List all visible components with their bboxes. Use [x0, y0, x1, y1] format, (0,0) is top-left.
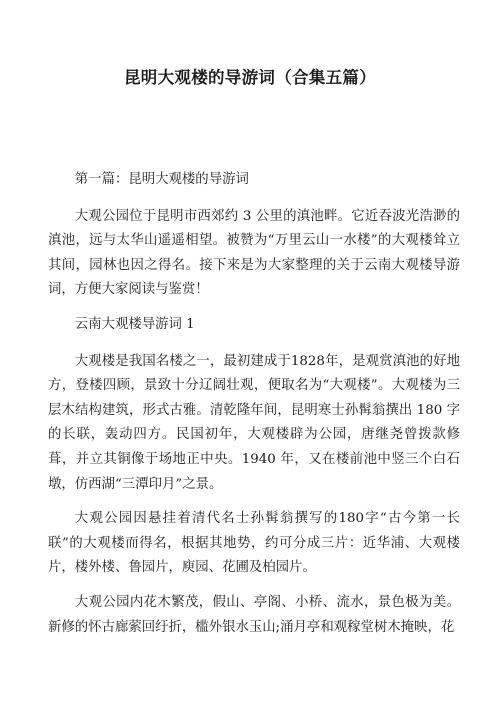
section-heading: 第一篇：昆明大观楼的导游词	[74, 172, 249, 187]
body-paragraph-1: 大观楼是我国名楼之一，最初建成于1828年，是观赏滇池的好地方，登楼四顾，景致十分辽阔壮观，便取名为“大观楼”。大观楼为三层木结构建筑，形式古雅。清乾隆年间，昆明寒士孙髯翁撰出 180 字的长联，轰动四方。民国初年，大观楼辟为公园，唐继尧曾拨款修葺，并立其铜像于场地正中央。1940 年，又在楼前池中竖三个白石墩，仿西湖“三潭印月”之景。	[48, 353, 460, 492]
intro-paragraph: 大观公园位于昆明市西郊约 3 公里的滇池畔。它近吞波光浩渺的滇池，远与太华山遥遥相望。被赞为“万里云山一水楼”的大观楼耸立其间，园林也因之得名。接下来是为大家整理的关于云南大观楼导游词，方便大家阅读与鉴赏！	[48, 208, 460, 298]
document-body	[48, 168, 460, 650]
body-paragraph-3: 大观公园内花木繁茂，假山、亭阁、小桥、流水，景色极为美。新修的怀古廊萦回纡折，槛外银水玉山;涌月亭和观稼堂树木掩映，花	[48, 594, 460, 635]
body-paragraph-2: 大观公园因悬挂着清代名士孙髯翁撰写的180字“古今第一长联”的大观楼而得名，根据其地势，约可分成三片：近华浦、大观楼片，楼外楼、鲁园片，庾园、花圃及柏园片。	[48, 511, 460, 576]
document-title: 昆明大观楼的导游词（合集五篇）	[124, 68, 376, 87]
subheading: 云南大观楼导游词 1	[74, 316, 195, 332]
